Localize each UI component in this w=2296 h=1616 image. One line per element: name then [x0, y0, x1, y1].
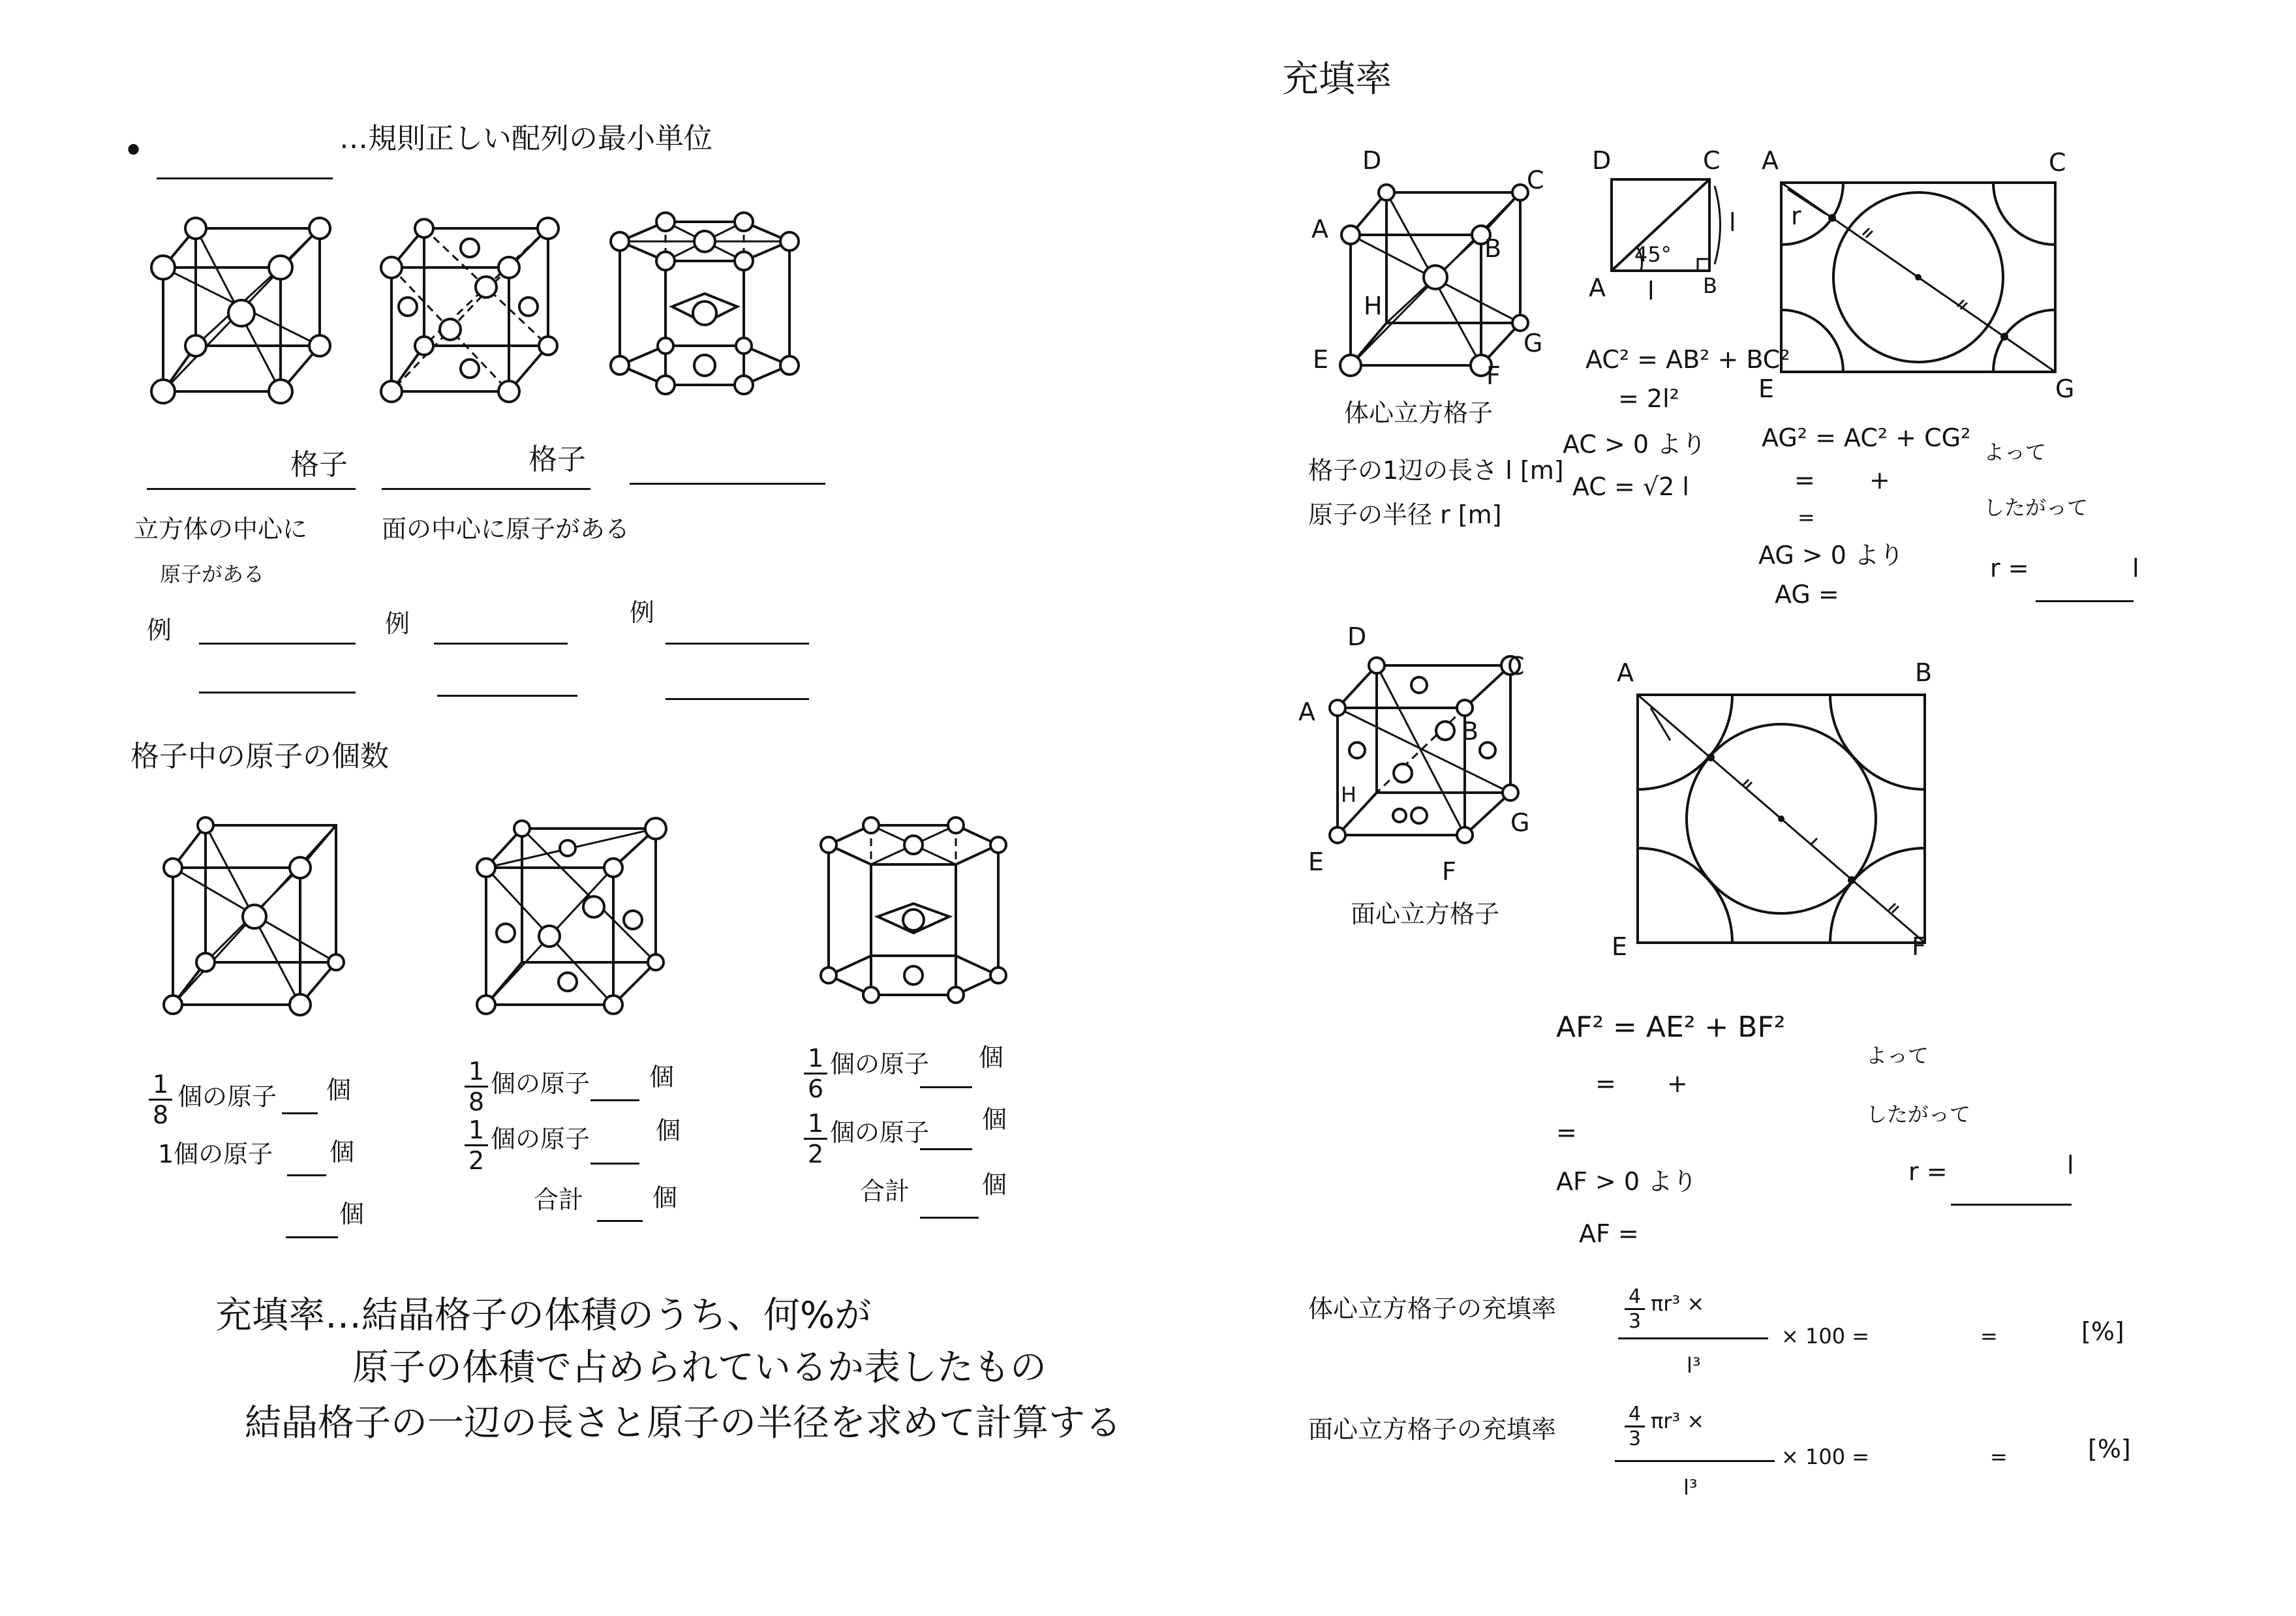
fraction-one-eighth-fcc: $\frac{1}{8}$	[465, 1057, 488, 1116]
fcc-eq-af-value: AF =	[1579, 1219, 1639, 1248]
bcc-eq-ac-positive: AC > 0 より	[1563, 430, 1707, 459]
answer-blank-hcp-row1[interactable]	[920, 1086, 972, 1088]
bcc-eq-ac2: AC² = AB² + BC²	[1585, 345, 1790, 374]
bcc-eq-2l2: = 2l²	[1618, 384, 1679, 413]
answer-blank-fcc-r[interactable]	[1951, 1204, 2072, 1206]
fcc-name: 面心立方格子	[1351, 900, 1500, 928]
fcc-vertex-g: G	[1510, 808, 1530, 837]
bcc-name: 体心立方格子	[1344, 399, 1493, 427]
fcc-lattice-figure	[372, 215, 568, 424]
fcc-ratio-fraction-bar	[1615, 1460, 1775, 1462]
fcc-ratio-label: 面心立方格子の充填率	[1308, 1415, 1557, 1444]
answer-blank-hcp-total[interactable]	[920, 1217, 979, 1219]
example-label-3: 例	[630, 598, 655, 627]
fcc-square-label-f: F	[1912, 932, 1926, 961]
fcc-vertex-c: C	[1507, 652, 1525, 680]
fraction-one-sixth-hcp: $\frac{1}{6}$	[804, 1044, 827, 1103]
answer-blank-lattice-3[interactable]	[630, 483, 825, 485]
fcc-face-section	[1631, 688, 1931, 949]
fcc-ratio-denominator: l³	[1683, 1475, 1698, 1500]
hcp-lattice-figure	[607, 209, 803, 418]
bcc-vertex-c: C	[1527, 166, 1544, 194]
fcc-eq-plus: +	[1667, 1069, 1688, 1098]
fcc-ratio-equals: =	[1990, 1444, 2008, 1469]
fcc-row1-unit: 個	[649, 1063, 675, 1091]
filling-definition-3: 結晶格子の一辺の長さと原子の半径を求めて計算する	[245, 1402, 1122, 1444]
square-label-angle: 45°	[1634, 242, 1672, 267]
rect-label-c: C	[2049, 148, 2066, 177]
lattice-label-2: 格子	[528, 443, 586, 476]
answer-blank-example-3b[interactable]	[666, 698, 809, 700]
fcc-ratio-unit: [%]	[2088, 1435, 2131, 1463]
fcc-row1-text: 個の原子	[491, 1069, 590, 1098]
fcc-r-equation: r =	[1908, 1157, 1948, 1186]
fcc-row2-unit: 個	[656, 1116, 681, 1145]
answer-blank-example-2a[interactable]	[434, 643, 568, 645]
bcc-diagonal-section	[1775, 176, 2062, 378]
fcc-square-label-e: E	[1612, 932, 1628, 961]
bcc-ratio-four-thirds: $\frac{4}{3}$	[1625, 1285, 1645, 1333]
fcc-vertex-a: A	[1298, 697, 1315, 726]
answer-blank-unit-cell[interactable]	[157, 177, 333, 179]
fcc-total-label: 合計	[534, 1185, 584, 1214]
page-title: 充填率	[1282, 58, 1392, 100]
rect-label-a: A	[1762, 146, 1779, 175]
fcc-vertex-h: H	[1341, 782, 1357, 807]
fcc-ratio-numerator: πr³ ×	[1651, 1409, 1705, 1433]
bcc-vertex-f: F	[1486, 361, 1501, 390]
unit-cell-definition: …規則正しい配列の最小単位	[339, 122, 712, 155]
lattice-label-1: 格子	[290, 448, 348, 481]
fcc-note: 面の中心に原子がある	[382, 515, 630, 543]
bcc-r-equation: r =	[1990, 554, 2029, 583]
bcc-r-unit: l	[2132, 554, 2139, 583]
square-label-c: C	[1703, 146, 1721, 175]
bcc-eq-ag-positive: AG > 0 より	[1758, 541, 1905, 570]
fcc-eq-equals: =	[1556, 1118, 1577, 1147]
filling-definition-2: 原子の体積で占められているか表したもの	[352, 1347, 1047, 1389]
fcc-ratio-four-thirds: $\frac{4}{3}$	[1625, 1403, 1645, 1450]
atoms-per-lattice-heading: 格子中の原子の個数	[130, 740, 389, 773]
fcc-shitagatte: したがって	[1866, 1102, 1971, 1127]
bcc-total-unit: 個	[339, 1200, 365, 1228]
bcc-ratio-unit: [%]	[2081, 1317, 2124, 1346]
square-label-l-side: l	[1729, 208, 1736, 237]
bcc-ratio-times-100: × 100 =	[1781, 1324, 1870, 1349]
fraction-one-half-hcp: $\frac{1}{2}$	[804, 1109, 827, 1168]
bcc-vertex-h: H	[1364, 292, 1383, 320]
bcc-vertex-e: E	[1313, 345, 1329, 374]
bcc-eq-ag2: AG² = AC² + CG²	[1762, 423, 1971, 452]
answer-blank-lattice-1[interactable]	[147, 488, 356, 490]
bcc-ratio-equals: =	[1980, 1324, 1998, 1349]
fcc-square-label-a: A	[1617, 658, 1634, 687]
square-label-b: B	[1703, 273, 1717, 298]
fcc-vertex-d: D	[1347, 622, 1367, 651]
bullet: •	[123, 130, 145, 172]
square-label-a: A	[1589, 273, 1606, 302]
answer-blank-bcc-row1[interactable]	[282, 1112, 318, 1114]
rect-label-r: r	[1791, 202, 1801, 230]
bcc-vertex-a: A	[1311, 215, 1328, 243]
fcc-labeled-cube	[1321, 652, 1530, 861]
hcp-row1-text: 個の原子	[830, 1050, 930, 1078]
bcc-vertex-d: D	[1362, 146, 1382, 175]
bcc-row1-text: 個の原子	[177, 1082, 277, 1111]
bcc-row2-unit: 個	[329, 1138, 355, 1166]
bcc-yotte: よって	[1983, 440, 2047, 465]
answer-blank-bcc-row2[interactable]	[287, 1174, 326, 1176]
example-label-2: 例	[385, 609, 410, 638]
fcc-vertex-f: F	[1442, 857, 1456, 886]
bcc-note-1: 立方体の中心に	[134, 515, 308, 543]
answer-blank-bcc-total[interactable]	[286, 1236, 338, 1238]
fraction-one-eighth-bcc: $\frac{1}{8}$	[149, 1070, 172, 1129]
bcc-ratio-label: 体心立方格子の充填率	[1308, 1294, 1557, 1323]
answer-blank-example-1a[interactable]	[199, 643, 356, 645]
hcp-row2-text: 個の原子	[830, 1118, 930, 1147]
fcc-r-unit: l	[2067, 1151, 2074, 1180]
fcc-eq-af-positive: AF > 0 より	[1556, 1167, 1698, 1196]
radius-note: 原子の半径 r [m]	[1308, 500, 1502, 529]
edge-length-note: 格子の1辺の長さ l [m]	[1308, 456, 1564, 485]
bcc-row1-unit: 個	[326, 1076, 352, 1105]
bcc-ratio-numerator: πr³ ×	[1651, 1291, 1705, 1316]
bcc-ratio-fraction-bar	[1618, 1337, 1768, 1339]
bcc-vertex-g: G	[1523, 329, 1543, 358]
bcc-ratio-denominator: l³	[1687, 1353, 1701, 1378]
answer-blank-fcc-total[interactable]	[597, 1220, 643, 1222]
bcc-vertex-b: B	[1484, 234, 1502, 263]
bcc-eq-ag-value: AG =	[1775, 580, 1839, 609]
bcc-row2-text: 1個の原子	[158, 1140, 273, 1168]
hcp-row2-unit: 個	[982, 1105, 1007, 1134]
bcc-lattice-figure	[144, 215, 339, 424]
fcc-row2-text: 個の原子	[491, 1125, 590, 1153]
square-label-d: D	[1592, 146, 1612, 175]
answer-blank-lattice-2[interactable]	[382, 488, 590, 490]
fcc-total-unit: 個	[652, 1183, 678, 1212]
fcc-eq-blank-line: =	[1595, 1069, 1616, 1098]
hcp-count-figure	[816, 812, 1011, 1021]
fcc-count-figure	[470, 816, 672, 1024]
answer-blank-example-3a[interactable]	[666, 643, 809, 645]
fcc-vertex-b: B	[1462, 717, 1479, 746]
answer-blank-example-1b[interactable]	[199, 692, 356, 694]
rect-label-g: G	[2055, 374, 2075, 403]
hcp-row1-unit: 個	[979, 1043, 1004, 1072]
answer-blank-hcp-row2[interactable]	[920, 1148, 972, 1150]
answer-blank-fcc-row1[interactable]	[590, 1099, 639, 1101]
answer-blank-example-2b[interactable]	[437, 695, 577, 697]
bcc-count-figure	[157, 809, 352, 1024]
bcc-eq-ac-value: AC = √2 l	[1572, 472, 1689, 501]
bcc-labeled-cube	[1331, 176, 1543, 385]
rect-label-e: E	[1758, 374, 1775, 403]
fcc-square-label-b: B	[1915, 658, 1933, 687]
fcc-eq-af2: AF² = AE² + BF²	[1556, 1011, 1786, 1044]
hcp-total-unit: 個	[982, 1170, 1007, 1199]
fraction-one-half-fcc: $\frac{1}{2}$	[465, 1116, 488, 1175]
filling-definition-1: 充填率…結晶格子の体積のうち、何%が	[215, 1294, 872, 1337]
bcc-shitagatte: したがって	[1983, 495, 2089, 520]
answer-blank-bcc-r[interactable]	[2036, 600, 2134, 602]
bcc-note-2: 原子がある	[160, 562, 265, 587]
bcc-eq-equals: =	[1798, 505, 1815, 530]
bcc-eq-blank-line: =	[1794, 466, 1815, 495]
bcc-eq-plus: +	[1869, 466, 1890, 495]
fcc-yotte: よって	[1866, 1043, 1929, 1068]
hcp-total-label: 合計	[860, 1177, 910, 1206]
fcc-ratio-times-100: × 100 =	[1781, 1444, 1870, 1469]
fcc-vertex-e: E	[1308, 847, 1324, 876]
square-label-l-bottom: l	[1647, 277, 1655, 305]
answer-blank-fcc-row2[interactable]	[590, 1163, 639, 1165]
example-label-1: 例	[147, 616, 172, 645]
